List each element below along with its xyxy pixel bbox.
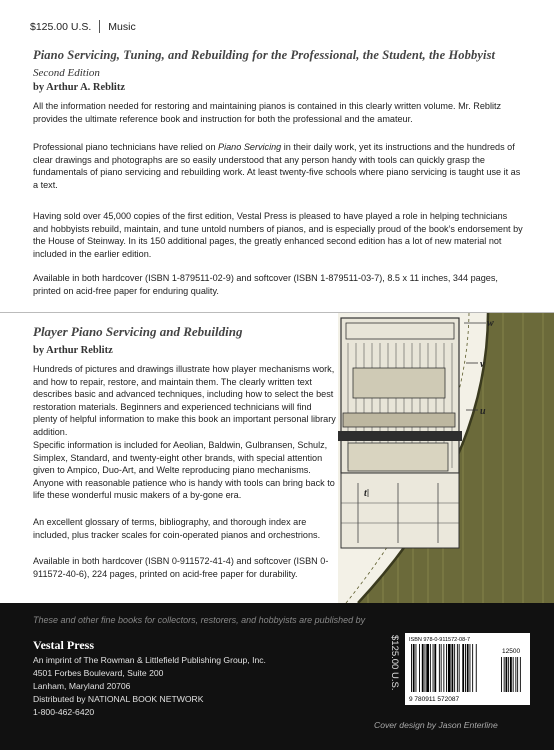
label-v: v — [480, 359, 485, 370]
barcode-block — [405, 633, 530, 705]
book1-paragraph-2 — [33, 141, 523, 191]
vertical-price-text: $125.00 U.S. — [389, 635, 400, 691]
book1-author: by Arthur A. Reblitz — [33, 82, 125, 93]
publisher-line-1: An imprint of The Rowman & Littlefield Publishing Group, Inc. — [33, 655, 266, 665]
price-code: 12500 — [502, 648, 521, 655]
book2-author: by Arthur Reblitz — [33, 345, 113, 356]
book2-paragraph-1: Hundreds of pictures and drawings illustrate how player mechanisms work, and how to repair, restore, and maintain them. The clearly written text describes basic and advanced techniques, including how to select the best restoration materials. Beginners and experienced technicians will find plenty of helpful information to make this book an important personal library addition. — [33, 364, 336, 437]
book1-paragraph-3: Having sold over 45,000 copies of the first edition, Vestal Press is pleased to have played a role in helping technicians and hobbyists rebuild, maintain, and tune untold numbers of pianos, and is especially proud of the book’s endorsement by the House of Steinway. In its 150 additional pages, the greatly enhanced second edition has a lot of new material not included in the earlier edition. — [33, 211, 523, 259]
price-divider — [99, 20, 100, 33]
label-u: u — [480, 406, 486, 417]
player-piano-illustration — [338, 313, 554, 603]
isbn-text: ISBN 978-0-911572-08-7 — [409, 637, 471, 643]
book2-paragraph-4: Available in both hardcover (ISBN 0-911572-41-4) and softcover (ISBN 0-911572-40-6), 224 pages, printed on acid-free paper for durability. — [33, 556, 329, 579]
publisher-name: Vestal Press — [33, 638, 94, 652]
book2-paragraph-3: An excellent glossary of terms, bibliography, and thorough index are included, plus tracker scales for coin-operated pianos and orchestrions. — [33, 517, 321, 540]
category-text: Music — [108, 20, 136, 33]
price-barcode-bars — [501, 657, 521, 692]
publisher-line-3: Lanham, Maryland 20706 — [33, 681, 131, 691]
publisher-line-5: 1-800-462-6420 — [33, 707, 95, 717]
book1-paragraph-1: All the information needed for restoring and maintaining pianos is contained in this clearly written volume. Mr. Reblitz provides the ultimate reference book and instruction for both the professional and the amateur. — [33, 101, 502, 124]
label-t: t — [364, 488, 367, 499]
book1-p2-before: Professional piano technicians have relied on — [33, 142, 219, 152]
book1-paragraph-4: Available in both hardcover (ISBN 1-879511-02-9) and softcover (ISBN 1-879511-03-7), 8.5 x 11 inches, 344 pages, printed on acid-free paper for enduring quality. — [33, 273, 498, 296]
publisher-line-2: 4501 Forbes Boulevard, Suite 200 — [33, 668, 164, 678]
player-piano-drawing — [338, 313, 554, 603]
book1-title: Piano Servicing, Tuning, and Rebuilding for the Professional, the Student, the Hobbyist — [33, 48, 496, 62]
cover-credit: Cover design by Jason Enterline — [374, 720, 498, 730]
book1-edition: Second Edition — [33, 67, 100, 79]
footer — [0, 603, 554, 750]
book1-p2-after: in their daily work, yet its instructions and the hundreds of clear drawings and photographs are so easily understood that any person handy with tools can quickly grasp the fundamentals of piano servicing and rebuilding work. At least twenty-five schools where piano servicing is taught use it as a text. — [33, 142, 521, 190]
book1-section — [0, 40, 554, 315]
footer-tagline: These and other fine books for collectors, restorers, and hobbyists are published by — [33, 615, 366, 625]
barcode-bars — [411, 644, 477, 692]
barcode-graphic — [405, 633, 530, 705]
book2-paragraph-2: Specific information is included for Aeolian, Baldwin, Gulbransen, Schulz, Simplex, Standard, and twenty-eight other brands, with special attention given to Ampico, Duo-Art, and Welte reproducing piano mechanisms. Anyone with reasonable patience who is handy with tools can bring back to life these wonderful music makers of a by-gone era. — [33, 440, 335, 501]
barcode-number: 9 780911 572087 — [409, 696, 460, 703]
book1-p2-italic: Piano Servicing — [218, 142, 282, 152]
label-w: w — [487, 318, 494, 329]
vertical-price — [378, 633, 398, 709]
price-text: $125.00 U.S. — [30, 20, 92, 33]
price-bar — [30, 20, 136, 33]
publisher-line-4: Distributed by NATIONAL BOOK NETWORK — [33, 694, 204, 704]
book2-title: Player Piano Servicing and Rebuilding — [33, 324, 243, 339]
